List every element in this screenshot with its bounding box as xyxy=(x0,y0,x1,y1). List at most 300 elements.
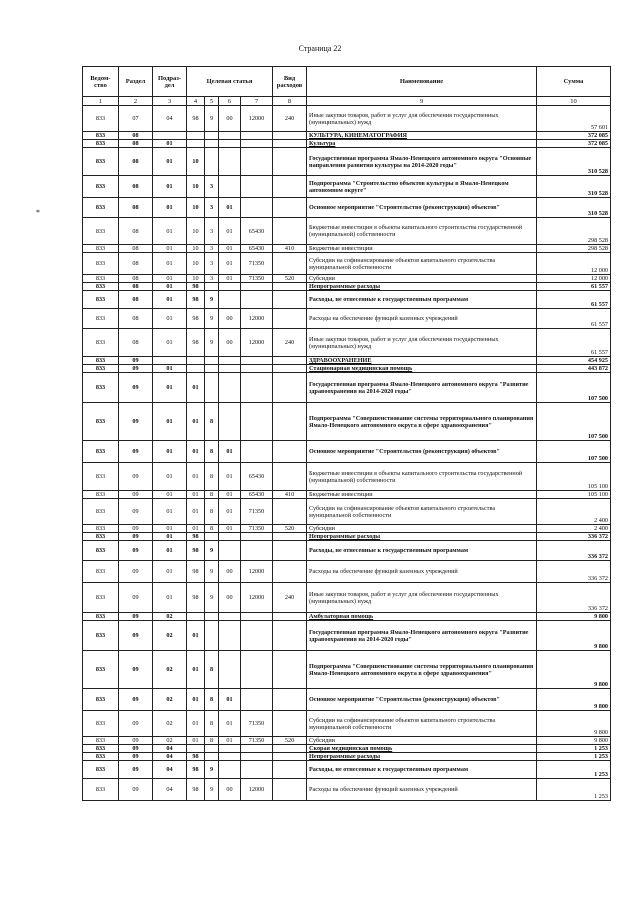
cell-direction xyxy=(241,357,273,365)
table-row xyxy=(83,441,611,463)
cell-name: Субсидии xyxy=(307,737,537,745)
cell-subprogram: 3 xyxy=(205,253,219,275)
cell-activity: 00 xyxy=(219,779,241,801)
cell-section: 09 xyxy=(119,711,153,737)
cell-name: КУЛЬТУРА, КИНЕМАТОГРАФИЯ xyxy=(307,132,537,140)
cell-subsection: 01 xyxy=(153,291,187,309)
cell-name: Субсидии на софинансирование объектов капитального строительства муниципальной собственности xyxy=(307,499,537,525)
cell-section: 09 xyxy=(119,651,153,689)
cell-direction xyxy=(241,621,273,651)
cell-sum: 372 085 xyxy=(537,132,611,140)
table-row xyxy=(83,106,611,132)
cell-activity xyxy=(219,291,241,309)
cell-subsection: 02 xyxy=(153,689,187,711)
cell-department: 833 xyxy=(83,275,119,283)
cell-direction xyxy=(241,613,273,621)
cell-program: 01 xyxy=(187,737,205,745)
cell-program: 98 xyxy=(187,541,205,561)
header-department: Ведом-ство xyxy=(83,67,119,97)
cell-subprogram xyxy=(205,613,219,621)
cell-name: Расходы на обеспечение функций казенных учреждений xyxy=(307,561,537,583)
cell-department: 833 xyxy=(83,779,119,801)
cell-activity: 01 xyxy=(219,711,241,737)
cell-name: Расходы, не отнесенные к государственным программам xyxy=(307,541,537,561)
cell-activity xyxy=(219,357,241,365)
cell-activity xyxy=(219,283,241,291)
column-index: 9 xyxy=(307,97,537,106)
cell-direction xyxy=(241,365,273,373)
cell-subsection: 01 xyxy=(153,463,187,491)
cell-sum: 310 528 xyxy=(537,198,611,218)
cell-direction: 12000 xyxy=(241,106,273,132)
cell-subprogram: 8 xyxy=(205,499,219,525)
header-expense-type: Вид расходов xyxy=(273,67,307,97)
cell-program: 98 xyxy=(187,291,205,309)
cell-section: 09 xyxy=(119,689,153,711)
cell-subprogram xyxy=(205,373,219,403)
cell-subprogram xyxy=(205,357,219,365)
cell-expense-type xyxy=(273,365,307,373)
cell-subsection: 01 xyxy=(153,275,187,283)
cell-subsection: 01 xyxy=(153,441,187,463)
cell-subprogram: 8 xyxy=(205,403,219,441)
cell-name: Субсидии xyxy=(307,275,537,283)
cell-expense-type xyxy=(273,441,307,463)
cell-section: 09 xyxy=(119,761,153,779)
table-row xyxy=(83,198,611,218)
cell-direction: 65430 xyxy=(241,463,273,491)
cell-subsection: 04 xyxy=(153,753,187,761)
cell-name: Государственная программа Ямало-Ненецкого автономного округа "Основные направления развития культуры на 2014-2020 годы" xyxy=(307,148,537,176)
cell-sum: 336 372 xyxy=(537,561,611,583)
cell-activity: 01 xyxy=(219,525,241,533)
cell-department: 833 xyxy=(83,583,119,613)
cell-program: 98 xyxy=(187,329,205,357)
cell-name: ЗДРАВООХРАНЕНИЕ xyxy=(307,357,537,365)
cell-program xyxy=(187,745,205,753)
cell-subprogram: 9 xyxy=(205,291,219,309)
cell-activity: 00 xyxy=(219,106,241,132)
cell-activity: 01 xyxy=(219,245,241,253)
cell-activity xyxy=(219,761,241,779)
cell-section: 09 xyxy=(119,441,153,463)
cell-expense-type xyxy=(273,651,307,689)
table-row xyxy=(83,253,611,275)
cell-section: 08 xyxy=(119,132,153,140)
cell-section: 09 xyxy=(119,561,153,583)
table-row xyxy=(83,583,611,613)
cell-expense-type: 410 xyxy=(273,245,307,253)
cell-name: Расходы, не отнесенные к государственным программам xyxy=(307,761,537,779)
cell-direction: 65430 xyxy=(241,245,273,253)
cell-subsection: 01 xyxy=(153,499,187,525)
cell-activity xyxy=(219,541,241,561)
cell-program: 01 xyxy=(187,463,205,491)
cell-expense-type xyxy=(273,198,307,218)
cell-subsection: 01 xyxy=(153,140,187,148)
cell-direction xyxy=(241,533,273,541)
cell-expense-type: 240 xyxy=(273,329,307,357)
cell-sum: 1 253 xyxy=(537,779,611,801)
cell-name: Основное мероприятие "Строительство (реконструкция) объектов" xyxy=(307,198,537,218)
cell-expense-type xyxy=(273,132,307,140)
cell-subprogram: 8 xyxy=(205,711,219,737)
cell-program xyxy=(187,613,205,621)
cell-name: Непрограммные расходы xyxy=(307,753,537,761)
cell-activity: 01 xyxy=(219,198,241,218)
cell-subprogram: 8 xyxy=(205,441,219,463)
cell-section: 09 xyxy=(119,499,153,525)
cell-expense-type xyxy=(273,689,307,711)
cell-sum: 61 557 xyxy=(537,329,611,357)
cell-direction xyxy=(241,761,273,779)
cell-expense-type: 520 xyxy=(273,525,307,533)
cell-name: Скорая медицинская помощь xyxy=(307,745,537,753)
cell-name: Расходы на обеспечение функций казенных учреждений xyxy=(307,779,537,801)
cell-department: 833 xyxy=(83,403,119,441)
cell-department: 833 xyxy=(83,198,119,218)
table-row xyxy=(83,218,611,245)
cell-subsection: 01 xyxy=(153,491,187,499)
cell-section: 09 xyxy=(119,541,153,561)
cell-section: 09 xyxy=(119,463,153,491)
cell-section: 08 xyxy=(119,291,153,309)
cell-sum: 105 100 xyxy=(537,491,611,499)
cell-subprogram: 8 xyxy=(205,689,219,711)
cell-name: Бюджетные инвестиции в объекты капитального строительства государственной (муниципальной) собственности xyxy=(307,218,537,245)
cell-section: 08 xyxy=(119,218,153,245)
cell-direction xyxy=(241,148,273,176)
cell-section: 09 xyxy=(119,745,153,753)
cell-expense-type xyxy=(273,533,307,541)
cell-sum: 9 800 xyxy=(537,689,611,711)
cell-subsection: 04 xyxy=(153,761,187,779)
cell-subprogram xyxy=(205,140,219,148)
cell-expense-type xyxy=(273,779,307,801)
cell-name: Непрограммные расходы xyxy=(307,533,537,541)
cell-subsection xyxy=(153,357,187,365)
cell-name: Амбулаторная помощь xyxy=(307,613,537,621)
cell-program: 98 xyxy=(187,753,205,761)
cell-direction xyxy=(241,689,273,711)
cell-sum: 107 500 xyxy=(537,441,611,463)
table-row xyxy=(83,463,611,491)
cell-department: 833 xyxy=(83,753,119,761)
cell-sum: 298 528 xyxy=(537,218,611,245)
cell-program: 01 xyxy=(187,403,205,441)
cell-name: Субсидии xyxy=(307,525,537,533)
cell-program xyxy=(187,140,205,148)
cell-subprogram xyxy=(205,621,219,651)
cell-section: 08 xyxy=(119,275,153,283)
cell-expense-type xyxy=(273,218,307,245)
cell-sum: 310 528 xyxy=(537,176,611,198)
cell-activity: 00 xyxy=(219,309,241,329)
cell-program: 98 xyxy=(187,283,205,291)
table-row xyxy=(83,621,611,651)
cell-direction xyxy=(241,753,273,761)
cell-direction: 12000 xyxy=(241,309,273,329)
cell-subsection: 01 xyxy=(153,365,187,373)
cell-section: 08 xyxy=(119,148,153,176)
cell-sum: 9 800 xyxy=(537,621,611,651)
cell-activity xyxy=(219,621,241,651)
cell-section: 08 xyxy=(119,198,153,218)
cell-program: 98 xyxy=(187,561,205,583)
table-row xyxy=(83,761,611,779)
cell-expense-type xyxy=(273,613,307,621)
cell-program: 98 xyxy=(187,761,205,779)
cell-department: 833 xyxy=(83,621,119,651)
cell-expense-type xyxy=(273,499,307,525)
cell-activity xyxy=(219,613,241,621)
cell-direction xyxy=(241,132,273,140)
cell-department: 833 xyxy=(83,561,119,583)
cell-department: 833 xyxy=(83,761,119,779)
cell-activity xyxy=(219,176,241,198)
cell-activity xyxy=(219,132,241,140)
cell-section: 09 xyxy=(119,737,153,745)
table-row xyxy=(83,245,611,253)
cell-direction: 71350 xyxy=(241,711,273,737)
cell-subprogram: 9 xyxy=(205,761,219,779)
table-row xyxy=(83,373,611,403)
cell-section: 08 xyxy=(119,283,153,291)
cell-activity xyxy=(219,140,241,148)
table-row xyxy=(83,275,611,283)
column-index-row xyxy=(83,97,611,106)
cell-section: 09 xyxy=(119,753,153,761)
cell-section: 08 xyxy=(119,140,153,148)
cell-name: Бюджетные инвестиции xyxy=(307,245,537,253)
column-index: 7 xyxy=(241,97,273,106)
cell-activity: 01 xyxy=(219,218,241,245)
cell-expense-type: 520 xyxy=(273,737,307,745)
cell-program: 98 xyxy=(187,533,205,541)
cell-subsection: 01 xyxy=(153,403,187,441)
header-row xyxy=(83,67,611,97)
cell-subsection: 04 xyxy=(153,745,187,753)
cell-activity: 00 xyxy=(219,329,241,357)
cell-program: 01 xyxy=(187,689,205,711)
table-row xyxy=(83,651,611,689)
cell-direction: 12000 xyxy=(241,561,273,583)
cell-section: 09 xyxy=(119,491,153,499)
cell-subprogram: 8 xyxy=(205,463,219,491)
cell-program: 10 xyxy=(187,176,205,198)
cell-subprogram xyxy=(205,745,219,753)
cell-name: Иные закупки товаров, работ и услуг для обеспечения государственных (муниципальных) нужд xyxy=(307,329,537,357)
cell-subprogram: 9 xyxy=(205,329,219,357)
cell-program: 98 xyxy=(187,106,205,132)
table-row xyxy=(83,711,611,737)
cell-sum: 9 800 xyxy=(537,651,611,689)
cell-department: 833 xyxy=(83,106,119,132)
cell-subsection: 01 xyxy=(153,198,187,218)
cell-activity: 01 xyxy=(219,491,241,499)
cell-sum: 1 253 xyxy=(537,753,611,761)
table-row xyxy=(83,745,611,753)
cell-subsection: 01 xyxy=(153,283,187,291)
cell-department: 833 xyxy=(83,218,119,245)
cell-subprogram: 8 xyxy=(205,651,219,689)
cell-name: Стационарная медицинская помощь xyxy=(307,365,537,373)
cell-activity xyxy=(219,373,241,403)
cell-department: 833 xyxy=(83,463,119,491)
cell-name: Подпрограмма "Совершенствование системы территориального планирования Ямало-Ненецкого автономного округа в сфере здравоохранения" xyxy=(307,403,537,441)
cell-activity xyxy=(219,148,241,176)
column-index: 1 xyxy=(83,97,119,106)
cell-department: 833 xyxy=(83,283,119,291)
cell-sum: 57 601 xyxy=(537,106,611,132)
cell-name: Бюджетные инвестиции xyxy=(307,491,537,499)
cell-subsection: 01 xyxy=(153,218,187,245)
cell-subsection: 01 xyxy=(153,329,187,357)
cell-program: 01 xyxy=(187,499,205,525)
cell-direction xyxy=(241,441,273,463)
cell-activity: 01 xyxy=(219,463,241,491)
cell-department: 833 xyxy=(83,291,119,309)
cell-program: 98 xyxy=(187,583,205,613)
cell-department: 833 xyxy=(83,309,119,329)
cell-expense-type xyxy=(273,463,307,491)
cell-direction: 71350 xyxy=(241,275,273,283)
cell-direction xyxy=(241,198,273,218)
cell-direction: 71350 xyxy=(241,525,273,533)
cell-expense-type: 520 xyxy=(273,275,307,283)
cell-section: 08 xyxy=(119,245,153,253)
cell-department: 833 xyxy=(83,140,119,148)
cell-name: Субсидии на софинансирование объектов капитального строительства муниципальной собственности xyxy=(307,253,537,275)
cell-name: Расходы на обеспечение функций казенных учреждений xyxy=(307,309,537,329)
column-index: 4 xyxy=(187,97,205,106)
cell-subprogram xyxy=(205,148,219,176)
cell-section: 08 xyxy=(119,309,153,329)
cell-sum: 443 872 xyxy=(537,365,611,373)
cell-section: 09 xyxy=(119,373,153,403)
cell-expense-type xyxy=(273,761,307,779)
cell-program xyxy=(187,357,205,365)
cell-direction: 65430 xyxy=(241,491,273,499)
cell-subprogram xyxy=(205,365,219,373)
table-row xyxy=(83,541,611,561)
cell-name: Расходы, не отнесенные к государственным программам xyxy=(307,291,537,309)
cell-subprogram: 3 xyxy=(205,275,219,283)
header-target-article: Целевая статья xyxy=(187,67,273,97)
cell-expense-type xyxy=(273,176,307,198)
header-section: Раздел xyxy=(119,67,153,97)
cell-program: 10 xyxy=(187,148,205,176)
cell-subprogram xyxy=(205,132,219,140)
cell-expense-type xyxy=(273,148,307,176)
cell-section: 08 xyxy=(119,253,153,275)
cell-subsection: 02 xyxy=(153,651,187,689)
cell-section: 09 xyxy=(119,779,153,801)
cell-direction xyxy=(241,745,273,753)
cell-name: Бюджетные инвестиции в объекты капитального строительства государственной (муниципальной) собственности xyxy=(307,463,537,491)
cell-direction xyxy=(241,140,273,148)
cell-sum: 336 372 xyxy=(537,541,611,561)
cell-subsection: 01 xyxy=(153,373,187,403)
cell-subsection: 01 xyxy=(153,533,187,541)
column-index: 6 xyxy=(219,97,241,106)
cell-sum: 9 800 xyxy=(537,711,611,737)
cell-program: 01 xyxy=(187,491,205,499)
cell-name: Основное мероприятие "Строительство (реконструкция) объектов" xyxy=(307,689,537,711)
cell-department: 833 xyxy=(83,441,119,463)
cell-program: 01 xyxy=(187,711,205,737)
cell-subsection: 01 xyxy=(153,525,187,533)
cell-activity: 01 xyxy=(219,441,241,463)
column-index: 3 xyxy=(153,97,187,106)
cell-name: Непрограммные расходы xyxy=(307,283,537,291)
table-row xyxy=(83,689,611,711)
cell-department: 833 xyxy=(83,365,119,373)
cell-expense-type xyxy=(273,753,307,761)
cell-direction xyxy=(241,373,273,403)
cell-program: 01 xyxy=(187,525,205,533)
cell-subsection: 02 xyxy=(153,737,187,745)
cell-direction: 65430 xyxy=(241,218,273,245)
cell-direction xyxy=(241,283,273,291)
cell-subprogram xyxy=(205,283,219,291)
header-sum: Сумма xyxy=(537,67,611,97)
table-row xyxy=(83,132,611,140)
table-row xyxy=(83,561,611,583)
cell-subprogram: 3 xyxy=(205,218,219,245)
cell-sum: 2 400 xyxy=(537,525,611,533)
cell-expense-type: 410 xyxy=(273,491,307,499)
cell-sum: 12 000 xyxy=(537,275,611,283)
cell-department: 833 xyxy=(83,373,119,403)
page-label: Страница 22 xyxy=(298,44,342,53)
cell-expense-type xyxy=(273,253,307,275)
cell-direction xyxy=(241,651,273,689)
cell-program: 01 xyxy=(187,441,205,463)
cell-direction xyxy=(241,403,273,441)
cell-subsection: 01 xyxy=(153,245,187,253)
cell-department: 833 xyxy=(83,357,119,365)
cell-subprogram: 8 xyxy=(205,525,219,533)
cell-subprogram xyxy=(205,533,219,541)
cell-section: 07 xyxy=(119,106,153,132)
cell-program: 10 xyxy=(187,275,205,283)
cell-program: 10 xyxy=(187,198,205,218)
cell-subsection: 01 xyxy=(153,176,187,198)
cell-department: 833 xyxy=(83,541,119,561)
header-name: Наименование xyxy=(307,67,537,97)
cell-expense-type xyxy=(273,541,307,561)
cell-expense-type xyxy=(273,711,307,737)
cell-activity: 00 xyxy=(219,583,241,613)
cell-department: 833 xyxy=(83,245,119,253)
cell-section: 09 xyxy=(119,583,153,613)
cell-activity xyxy=(219,745,241,753)
cell-name: Иные закупки товаров, работ и услуг для обеспечения государственных (муниципальных) нужд xyxy=(307,583,537,613)
cell-activity: 00 xyxy=(219,561,241,583)
cell-department: 833 xyxy=(83,711,119,737)
cell-activity xyxy=(219,651,241,689)
cell-activity: 01 xyxy=(219,275,241,283)
cell-expense-type xyxy=(273,373,307,403)
cell-name: Государственная программа Ямало-Ненецкого автономного округа "Развитие здравоохранения на 2014-2020 годы" xyxy=(307,621,537,651)
cell-department: 833 xyxy=(83,253,119,275)
cell-expense-type xyxy=(273,309,307,329)
cell-department: 833 xyxy=(83,689,119,711)
cell-name: Иные закупки товаров, работ и услуг для обеспечения государственных (муниципальных) нужд xyxy=(307,106,537,132)
cell-subprogram: 3 xyxy=(205,245,219,253)
cell-section: 09 xyxy=(119,613,153,621)
